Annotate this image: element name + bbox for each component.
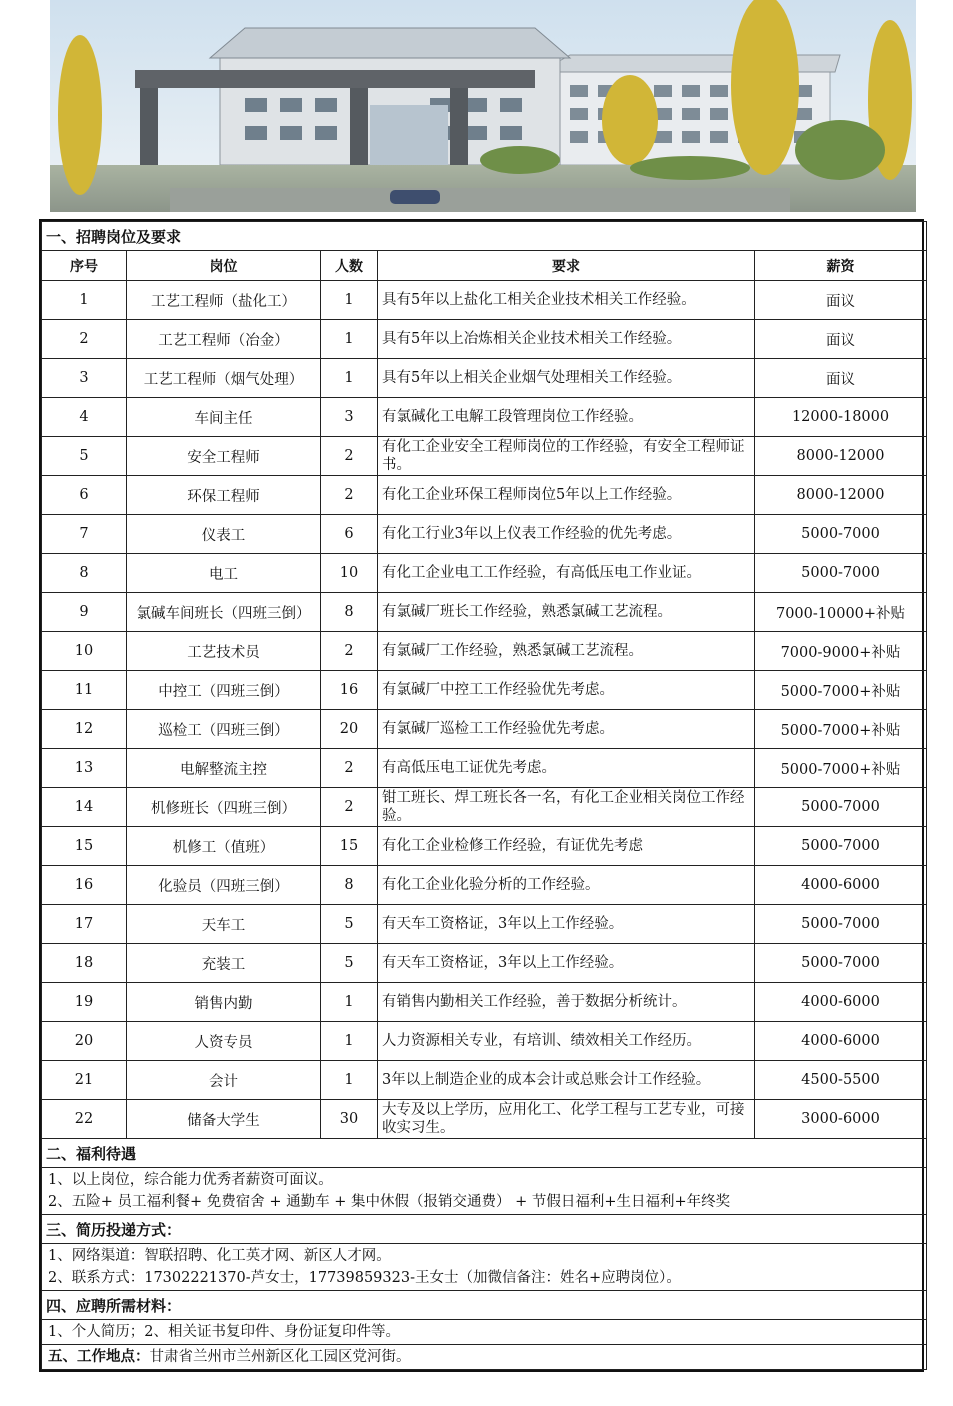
- headcount: 2: [321, 476, 378, 515]
- table-row: [42, 593, 927, 632]
- row-index: 18: [42, 944, 127, 983]
- requirement-text: 具有5年以上冶炼相关企业技术相关工作经验。: [378, 320, 755, 359]
- position-name: 会计: [127, 1061, 321, 1100]
- table-row: [42, 1100, 927, 1139]
- table-row: [42, 788, 927, 827]
- headcount: 5: [321, 905, 378, 944]
- salary: 5000-7000: [755, 944, 927, 983]
- headcount: 8: [321, 866, 378, 905]
- table-row: [42, 905, 927, 944]
- resume-block: [42, 1244, 927, 1291]
- row-index: 3: [42, 359, 127, 398]
- row-index: 2: [42, 320, 127, 359]
- salary: 5000-7000: [755, 905, 927, 944]
- row-index: 6: [42, 476, 127, 515]
- row-index: 22: [42, 1100, 127, 1139]
- position-name: 仪表工: [127, 515, 321, 554]
- salary: 5000-7000+补贴: [755, 749, 927, 788]
- requirement-text: 人力资源相关专业，有培训、绩效相关工作经历。: [378, 1022, 755, 1061]
- resume-line: 1、网络渠道：智联招聘、化工英才网、新区人才网。: [48, 1248, 391, 1264]
- position-name: 机修班长（四班三倒）: [127, 788, 321, 827]
- benefits-block: [42, 1168, 927, 1215]
- table-row: [42, 1022, 927, 1061]
- column-header-requirements: 要求: [378, 251, 755, 281]
- salary: 7000-9000+补贴: [755, 632, 927, 671]
- salary: 8000-12000: [755, 437, 927, 476]
- table-row: [42, 281, 927, 320]
- table-row: [42, 515, 927, 554]
- table-row: [42, 632, 927, 671]
- position-name: 中控工（四班三倒）: [127, 671, 321, 710]
- benefits-line: 2、五险+ 员工福利餐+ 免费宿舍 + 通勤车 + 集中休假（报销交通费） + 节假日福利+生日福利+年终奖: [48, 1194, 731, 1210]
- row-index: 9: [42, 593, 127, 632]
- position-name: 环保工程师: [127, 476, 321, 515]
- row-index: 7: [42, 515, 127, 554]
- salary: 5000-7000: [755, 515, 927, 554]
- requirement-text: 有化工企业检修工作经验，有证优先考虑: [378, 827, 755, 866]
- headcount: 1: [321, 359, 378, 398]
- requirement-text: 有氯碱厂巡检工工作经验优先考虑。: [378, 710, 755, 749]
- requirement-text: 有化工企业化验分析的工作经验。: [378, 866, 755, 905]
- position-name: 工艺技术员: [127, 632, 321, 671]
- salary: 4000-6000: [755, 1022, 927, 1061]
- requirement-text: 有化工企业安全工程师岗位的工作经验，有安全工程师证书。: [378, 437, 755, 476]
- salary: 12000-18000: [755, 398, 927, 437]
- materials-block: [42, 1320, 927, 1345]
- requirement-text: 有氯碱厂中控工工作经验优先考虑。: [378, 671, 755, 710]
- row-index: 19: [42, 983, 127, 1022]
- headcount: 1: [321, 320, 378, 359]
- salary: 5000-7000+补贴: [755, 710, 927, 749]
- position-name: 充装工: [127, 944, 321, 983]
- salary: 4500-5500: [755, 1061, 927, 1100]
- requirement-text: 有氯碱厂班长工作经验，熟悉氯碱工艺流程。: [378, 593, 755, 632]
- salary: 7000-10000+补贴: [755, 593, 927, 632]
- requirement-text: 具有5年以上盐化工相关企业技术相关工作经验。: [378, 281, 755, 320]
- salary: 5000-7000: [755, 788, 927, 827]
- recruitment-table: [41, 221, 927, 1370]
- headcount: 1: [321, 983, 378, 1022]
- position-name: 电工: [127, 554, 321, 593]
- requirement-text: 有化工企业电工工作经验，有高低压电工作业证。: [378, 554, 755, 593]
- position-name: 机修工（值班）: [127, 827, 321, 866]
- requirement-text: 有化工行业3年以上仪表工作经验的优先考虑。: [378, 515, 755, 554]
- headcount: 30: [321, 1100, 378, 1139]
- column-header-salary: 薪资: [755, 251, 927, 281]
- requirement-text: 有化工企业环保工程师岗位5年以上工作经验。: [378, 476, 755, 515]
- headcount: 16: [321, 671, 378, 710]
- headcount: 15: [321, 827, 378, 866]
- row-index: 21: [42, 1061, 127, 1100]
- row-index: 15: [42, 827, 127, 866]
- position-name: 工艺工程师（盐化工）: [127, 281, 321, 320]
- section-positions-title: 一、招聘岗位及要求: [42, 222, 927, 251]
- headcount: 8: [321, 593, 378, 632]
- requirement-text: 有天车工资格证，3年以上工作经验。: [378, 905, 755, 944]
- salary: 5000-7000: [755, 827, 927, 866]
- requirement-text: 有高低压电工证优先考虑。: [378, 749, 755, 788]
- position-name: 电解整流主控: [127, 749, 321, 788]
- column-header-count: 人数: [321, 251, 378, 281]
- table-row: [42, 710, 927, 749]
- section-location-title: 五、工作地点：: [48, 1349, 150, 1365]
- table-row: [42, 827, 927, 866]
- table-row: [42, 749, 927, 788]
- salary: 面议: [755, 320, 927, 359]
- position-name: 车间主任: [127, 398, 321, 437]
- row-index: 14: [42, 788, 127, 827]
- requirement-text: 3年以上制造企业的成本会计或总账会计工作经验。: [378, 1061, 755, 1100]
- row-index: 1: [42, 281, 127, 320]
- headcount: 1: [321, 281, 378, 320]
- requirement-text: 大专及以上学历，应用化工、化学工程与工艺专业，可接收实习生。: [378, 1100, 755, 1139]
- position-name: 工艺工程师（烟气处理）: [127, 359, 321, 398]
- section-materials-title: 四、应聘所需材料：: [42, 1291, 927, 1320]
- headcount: 2: [321, 788, 378, 827]
- position-name: 氯碱车间班长（四班三倒）: [127, 593, 321, 632]
- benefits-line: 1、以上岗位，综合能力优秀者薪资可面议。: [48, 1172, 333, 1188]
- table-row: [42, 554, 927, 593]
- headcount: 1: [321, 1061, 378, 1100]
- headcount: 1: [321, 1022, 378, 1061]
- table-row: [42, 866, 927, 905]
- headcount: 3: [321, 398, 378, 437]
- work-location: 甘肃省兰州市兰州新区化工园区党河街。: [149, 1349, 411, 1365]
- materials-line: 1、个人简历；2、相关证书复印件、身份证复印件等。: [48, 1324, 400, 1340]
- requirement-text: 有天车工资格证，3年以上工作经验。: [378, 944, 755, 983]
- section-benefits-title: 二、福利待遇: [42, 1139, 927, 1168]
- headcount: 6: [321, 515, 378, 554]
- table-row: [42, 671, 927, 710]
- salary: 面议: [755, 359, 927, 398]
- salary: 面议: [755, 281, 927, 320]
- row-index: 10: [42, 632, 127, 671]
- salary: 3000-6000: [755, 1100, 927, 1139]
- headcount: 20: [321, 710, 378, 749]
- position-name: 工艺工程师（冶金）: [127, 320, 321, 359]
- row-index: 11: [42, 671, 127, 710]
- row-index: 17: [42, 905, 127, 944]
- row-index: 4: [42, 398, 127, 437]
- requirement-text: 有氯碱厂工作经验，熟悉氯碱工艺流程。: [378, 632, 755, 671]
- row-index: 12: [42, 710, 127, 749]
- requirement-text: 具有5年以上相关企业烟气处理相关工作经验。: [378, 359, 755, 398]
- headcount: 2: [321, 749, 378, 788]
- location-row: [42, 1345, 927, 1370]
- table-header-row: [42, 251, 927, 281]
- column-header-index: 序号: [42, 251, 127, 281]
- headcount: 2: [321, 437, 378, 476]
- section-resume-title: 三、简历投递方式：: [42, 1215, 927, 1244]
- table-row: [42, 476, 927, 515]
- position-name: 安全工程师: [127, 437, 321, 476]
- row-index: 5: [42, 437, 127, 476]
- company-building-banner: [50, 0, 916, 212]
- position-name: 储备大学生: [127, 1100, 321, 1139]
- headcount: 2: [321, 632, 378, 671]
- table-row: [42, 944, 927, 983]
- position-name: 化验员（四班三倒）: [127, 866, 321, 905]
- table-row: [42, 359, 927, 398]
- table-row: [42, 437, 927, 476]
- position-name: 销售内勤: [127, 983, 321, 1022]
- building-illustration: [50, 0, 916, 212]
- table-row: [42, 398, 927, 437]
- table-row: [42, 320, 927, 359]
- salary: 4000-6000: [755, 866, 927, 905]
- row-index: 20: [42, 1022, 127, 1061]
- salary: 5000-7000: [755, 554, 927, 593]
- row-index: 13: [42, 749, 127, 788]
- row-index: 8: [42, 554, 127, 593]
- position-name: 天车工: [127, 905, 321, 944]
- recruitment-sheet: [39, 219, 924, 1372]
- position-name: 巡检工（四班三倒）: [127, 710, 321, 749]
- column-header-position: 岗位: [127, 251, 321, 281]
- row-index: 16: [42, 866, 127, 905]
- requirement-text: 有销售内勤相关工作经验，善于数据分析统计。: [378, 983, 755, 1022]
- salary: 5000-7000+补贴: [755, 671, 927, 710]
- position-name: 人资专员: [127, 1022, 321, 1061]
- table-row: [42, 1061, 927, 1100]
- salary: 8000-12000: [755, 476, 927, 515]
- headcount: 5: [321, 944, 378, 983]
- requirement-text: 钳工班长、焊工班长各一名，有化工企业相关岗位工作经验。: [378, 788, 755, 827]
- headcount: 10: [321, 554, 378, 593]
- resume-line: 2、联系方式：17302221370-芦女士，17739859323-王女士（加微信备注：姓名+应聘岗位）。: [48, 1270, 681, 1286]
- table-row: [42, 983, 927, 1022]
- requirement-text: 有氯碱化工电解工段管理岗位工作经验。: [378, 398, 755, 437]
- salary: 4000-6000: [755, 983, 927, 1022]
